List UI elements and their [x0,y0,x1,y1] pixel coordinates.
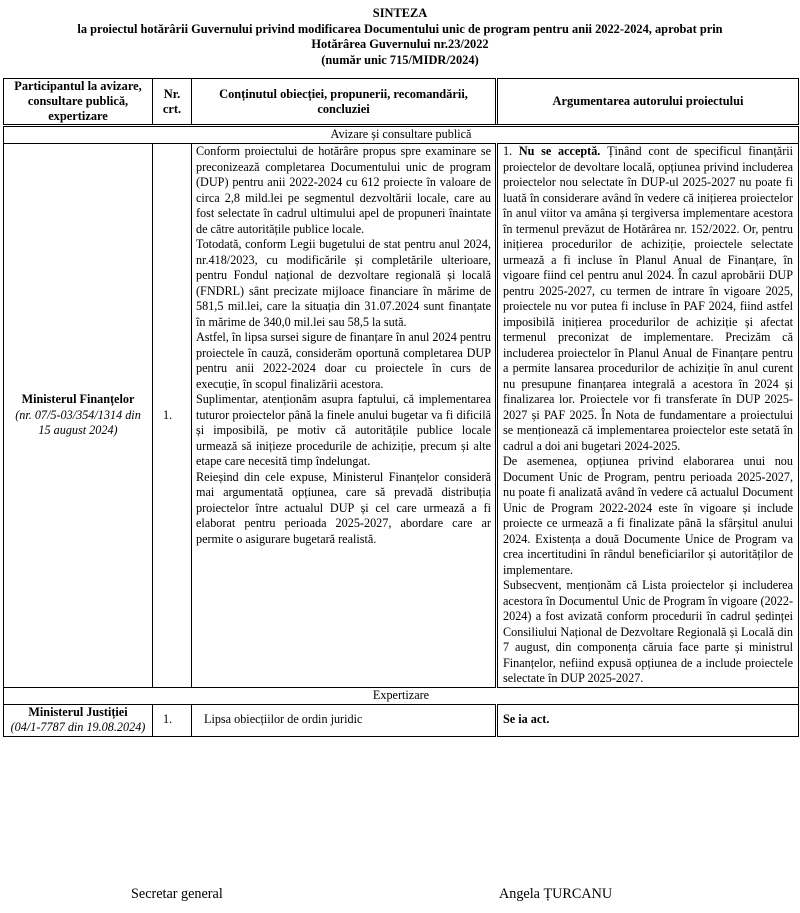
participant-name: Ministerul Finanțelor [21,392,135,406]
objection-paragraph: Reieșind din cele expuse, Ministerul Finanțelor consideră mai argumentată opțiunea, care să prevadă distribuția proiectelor între actualul DUP și cel care urmează a fi elaborat pentru perioada 2025-2027, abordare care ar permite o asigurare bugetară realistă. [196,469,491,546]
argument-first-text: Ținând cont de specificul finanțării proiectelor de devoltare locală, opțiunea privind includerea proiectelor nou selectate în DUP-ul 2025-2027 nu poate fi luată în considerare având în vedere că inițierea proiectelor în anul viitor va amâna și tergiversa implementare acestora în termenul prevăzut de Hotărârea nr. 152/2022. Or, pentru inițierea procedurilor de achiziție, proiectele selectate urmează a fi incluse în Planul Anual de Finanțare, în vigoare fiind cel pentru anul 2024. În cazul aprobării DUP pentru 2025-2027, cu termen de intrare în vigoare 2025, proiectele nu vor putea fi incluse în PAF 2024, fiind astfel imposibilă inițierea procedurilor de achiziție și afectat termenul preconizat de implementare. Precizăm că includerea proiectelor în Planul Anual de Finanțare pentru a permite lansarea procedurilor de achiziție în anul curent nu presupune finanțarea integrală a acestora în 2024 și finalizarea lor. Proiectele vor fi transferate în DUP 2025-2027 și PAF 2025. În Nota de fundamentare a proiectului se menționează că implementarea proiectelor este setată în cadrul a doi ani bugetari 2024-2025. [503,144,794,453]
objection-paragraph: Conform proiectului de hotărâre propus spre examinare se preconizează completarea Documentului unic de program (DUP) pentru anii 2022-2024 cu 612 proiecte în valoare de circa 2,8 mild.lei pe segmentul dezvoltării locale, care au fost selectate în cadrul ultimului apel de propuneri înaintate de către autoritățile publice locale. [196,144,491,236]
document-title-block [0,6,800,68]
section-title-avizare: Avizare și consultare publică [4,126,799,144]
section-row [4,687,799,704]
header-participant: Participantul la avizare, consultare publică, expertizare [4,79,153,126]
objection-content-cell: Lipsa obiecțiilor de ordin juridic [192,704,497,736]
section-row [4,126,799,144]
objection-content-cell [192,144,497,688]
objection-paragraph: Suplimentar, atenționăm asupra faptului, că implementarea tuturor proiectelor până la finele anului bugetar va fi dificilă și imposibilă, pe motiv că autoritățile publice locale urmează să inițieze procedurile de achiziție, precum și alte etape care necesită timp îndelungat. [196,392,491,468]
table-header-row [4,79,799,126]
document-subtitle-line2: Hotărârea Guvernului nr.23/2022 [311,37,489,51]
argument-paragraph: De asemenea, opțiunea privind elaborarea unui nou Document Unic de Program, pentru perioada 2025-2027, nu poate fi analizată având în vedere că actualul Document Unic de Program 2022-2024 este în vigoare și include proiecte ce urmează a fi finalizate până la sfârșitul anului 2024. Existența a două Documente Unice de Program va crea incertitudini în rândul beneficiarilor și autorităților de implementare. [503,454,793,577]
synthesis-table [3,78,799,737]
section-title-expertizare: Expertizare [4,687,799,704]
signature-name: Angela ȚURCANU [499,886,613,902]
header-content: Conținutul obiecției, propunerii, recomandării, concluziei [192,79,497,126]
argument-cell [497,144,799,688]
participant-reference: (nr. 07/5-03/354/1314 din 15 august 2024) [15,407,141,437]
participant-name: Ministerul Justiției [28,704,128,719]
header-nr: Nr. crt. [153,79,192,126]
document-subtitle-line3: (număr unic 715/MIDR/2024) [321,52,479,67]
signature-role: Secretar general [131,886,223,902]
table-row [4,704,799,736]
objection-paragraph: Astfel, în lipsa sursei sigure de finanțare în anul 2024 pentru proiectele în cauză, considerăm oportună completarea DUP pentru anii 2022-2024 doar cu proiectele în curs de execuție, în scopul finalizării acestora. [196,330,491,391]
participant-cell [4,704,153,736]
participant-cell [4,144,153,688]
table-row [4,144,799,688]
argument-paragraph: Subsecvent, menționăm că Lista proiectelor și includerea acestora în Documentul Unic de Program în vigoare (2022-2024) a fost avizată conform procedurii în cadrul ședinței Consiliului Național de Dezvoltare Regională și Locală din 7 august, din componența căruia face parte și ministrul Finanțelor, nefiind expusă opțiunea de a include proiectele selectate în DUP 2025-2027. [503,578,793,685]
argument-cell: Se ia act. [497,704,799,736]
objection-paragraph: Totodată, conform Legii bugetului de stat pentru anul 2024, nr.418/2023, cu modificările și completările ulterioare, pentru Fondul național de dezvoltare regională și locală (FNDRL) sânt precizate mijloace financiare în mărime de 581,5 mil.lei, care la situația din 31.07.2024 sunt finanțate în mărime de 340,0 mil.lei sau 58,5 la sută. [196,237,491,329]
argument-paragraph [503,144,793,454]
document-subtitle-line1: la proiectul hotărârii Guvernului privind modificarea Documentului unic de program pentru anii 2022-2024, aprobat prin [77,21,723,36]
header-argument: Argumentarea autorului proiectului [497,79,799,126]
argument-number: 1. [503,144,513,158]
participant-reference: (04/1-7787 din 19.08.2024) [10,720,146,734]
row-number: 1. [153,704,192,736]
argument-verdict: Nu se acceptă. [518,144,601,158]
row-number: 1. [153,144,192,688]
document-title: SINTEZA [372,6,428,20]
